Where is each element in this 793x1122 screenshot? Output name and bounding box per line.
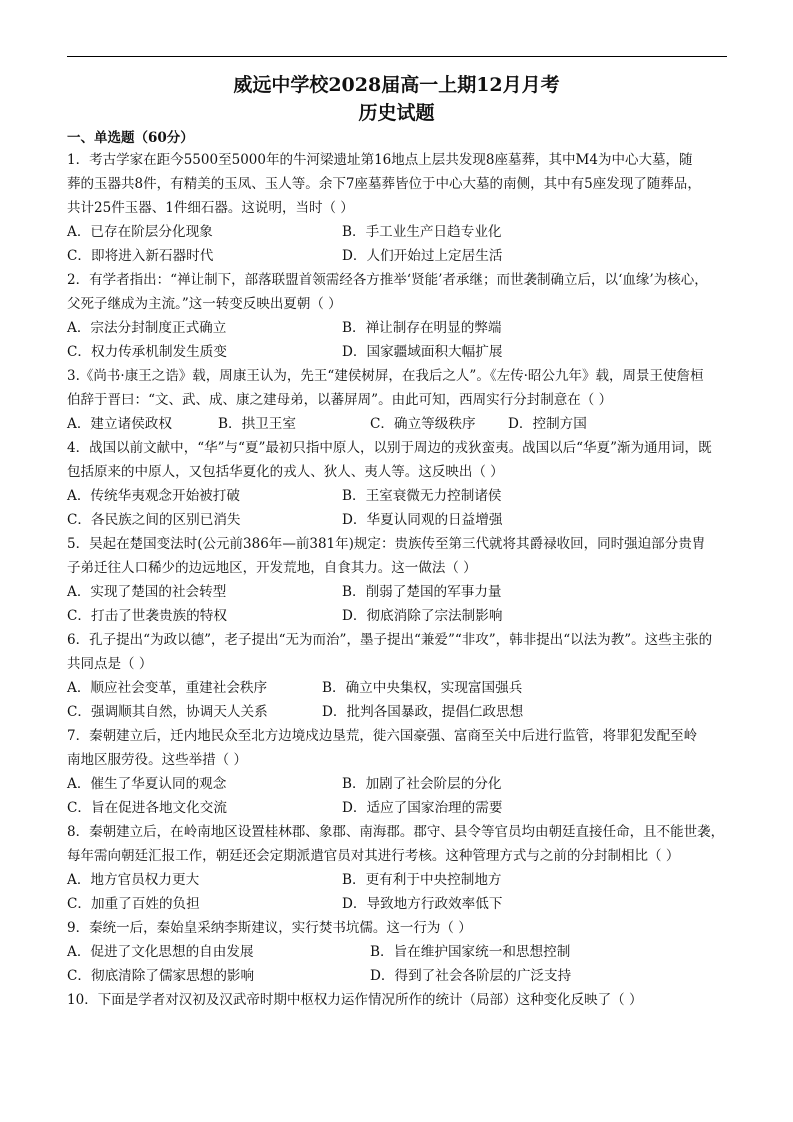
- question-3-option-b[interactable]: B．拱卫王室: [218, 416, 296, 432]
- question-4-option-b[interactable]: B．王室衰微无力控制诸侯: [342, 488, 502, 504]
- question-5-option-c[interactable]: C．打击了世袭贵族的特权: [67, 608, 227, 624]
- question-6-option-a[interactable]: A．顺应社会变革，重建社会秩序: [67, 680, 268, 696]
- question-9-option-c[interactable]: C．彻底清除了儒家思想的影响: [67, 968, 255, 984]
- question-9-option-a[interactable]: A．促进了文化思想的自由发展: [67, 944, 254, 960]
- question-4-line-2: 包括原来的中原人，又包括华夏化的戎人、狄人、夷人等。这反映出（ ）: [67, 464, 504, 480]
- exam-title: 威远中学校2028届高一上期12月月考: [233, 74, 560, 96]
- question-2-option-b[interactable]: B．禅让制存在明显的弊端: [342, 320, 502, 336]
- question-9-option-d[interactable]: D．得到了社会各阶层的广泛支持: [370, 968, 572, 984]
- question-7-line-1: 7．秦朝建立后，迁内地民众至北方边境戍边垦荒，徙六国豪强、富商至关中后进行监管，将罪犯发配至岭: [67, 728, 698, 744]
- question-6-line-2: 共同点是（ ）: [67, 656, 153, 672]
- question-4-line-1: 4．战国以前文献中，“华”与“夏”最初只指中原人，以别于周边的戎狄蛮夷。战国以后“华夏”渐为通用词，既: [67, 440, 712, 456]
- question-3-option-c[interactable]: C．确立等级秩序: [370, 416, 476, 432]
- question-1-option-a[interactable]: A．已存在阶层分化现象: [67, 224, 213, 240]
- question-5-option-b[interactable]: B．削弱了楚国的军事力量: [342, 584, 502, 600]
- question-7-option-c[interactable]: C．旨在促进各地文化交流: [67, 800, 227, 816]
- question-1-option-d[interactable]: D．人们开始过上定居生活: [342, 248, 503, 264]
- question-2-line-2: 父死子继成为主流。”这一转变反映出夏朝（ ）: [67, 296, 342, 312]
- question-2-line-1: 2．有学者指出：“禅让制下，部落联盟首领需经各方推举‘贤能’者承继；而世袭制确立后，以‘血缘’为核心，: [67, 272, 708, 288]
- question-6-option-b[interactable]: B．确立中央集权，实现富国强兵: [322, 680, 523, 696]
- question-9-line-1: 9．秦统一后，秦始皇采纳李斯建议，实行焚书坑儒。这一行为（ ）: [67, 920, 472, 936]
- question-6-line-1: 6．孔子提出“为政以德”，老子提出“无为而治”，墨子提出“兼爱”“非攻”，韩非提出“以法为教”。这些主张的: [67, 632, 713, 648]
- question-7-option-d[interactable]: D．适应了国家治理的需要: [342, 800, 503, 816]
- question-8-option-c[interactable]: C．加重了百姓的负担: [67, 896, 200, 912]
- question-9-option-b[interactable]: B．旨在维护国家统一和思想控制: [370, 944, 571, 960]
- question-5-line-2: 子弟迁往人口稀少的边远地区，开发荒地，自食其力。这一做法（ ）: [67, 560, 477, 576]
- question-6-option-d[interactable]: D．批判各国暴政，提倡仁政思想: [322, 704, 524, 720]
- header-rule: [67, 56, 727, 57]
- question-5-option-a[interactable]: A．实现了楚国的社会转型: [67, 584, 227, 600]
- question-3-option-d[interactable]: D．控制方国: [508, 416, 587, 432]
- exam-subject: 历史试题: [358, 102, 435, 124]
- question-1-line-1: 1．考古学家在距今5500至5000年的牛河梁遗址第16地点上层共发现8座墓葬，其中M4为中心大墓，随: [67, 152, 693, 168]
- question-3-line-1: 3.《尚书·康王之诰》载，周康王认为，先王“建侯树屏，在我后之人”。《左传·昭公九年》载，周景王使詹桓: [67, 368, 704, 384]
- question-6-option-c[interactable]: C．强调顺其自然，协调天人关系: [67, 704, 268, 720]
- question-3-line-2: 伯辞于晋曰：“文、武、成、康之建母弟，以蕃屏周”。由此可知，西周实行分封制意在（ ）: [67, 392, 613, 408]
- question-8-option-a[interactable]: A．地方官员权力更大: [67, 872, 200, 888]
- question-10-line-1: 10．下面是学者对汉初及汉武帝时期中枢权力运作情况所作的统计（局部）这种变化反映了（ ）: [67, 992, 643, 1008]
- question-8-line-2: 每年需向朝廷汇报工作，朝廷还会定期派遣官员对其进行考核。这种管理方式与之前的分封制相比（ ）: [67, 848, 680, 864]
- question-1-line-2: 葬的玉器共8件，有精美的玉凤、玉人等。余下7座墓葬皆位于中心大墓的南侧，其中有5座发现了随葬品，: [67, 176, 701, 192]
- question-2-option-d[interactable]: D．国家疆域面积大幅扩展: [342, 344, 503, 360]
- section-heading: 一、单选题（60分）: [67, 130, 194, 146]
- question-4-option-a[interactable]: A．传统华夷观念开始被打破: [67, 488, 240, 504]
- question-2-option-a[interactable]: A．宗法分封制度正式确立: [67, 320, 227, 336]
- question-1-option-b[interactable]: B．手工业生产日趋专业化: [342, 224, 502, 240]
- question-3-option-a[interactable]: A．建立诸侯政权: [67, 416, 172, 432]
- question-4-option-d[interactable]: D．华夏认同观的日益增强: [342, 512, 503, 528]
- question-5-option-d[interactable]: D．彻底消除了宗法制影响: [342, 608, 503, 624]
- question-7-option-b[interactable]: B．加剧了社会阶层的分化: [342, 776, 502, 792]
- question-1-option-c[interactable]: C．即将进入新石器时代: [67, 248, 214, 264]
- question-7-option-a[interactable]: A．催生了华夏认同的观念: [67, 776, 227, 792]
- question-4-option-c[interactable]: C．各民族之间的区别已消失: [67, 512, 241, 528]
- question-5-line-1: 5．吴起在楚国变法时(公元前386年—前381年)规定：贵族传至第三代就将其爵禄收回，同时强迫部分贵胄: [67, 536, 706, 552]
- question-1-line-3: 共计25件玉器、1件细石器。这说明，当时（ ）: [67, 200, 354, 216]
- question-7-line-2: 南地区服劳役。这些举措（ ）: [67, 752, 247, 768]
- question-8-option-b[interactable]: B．更有利于中央控制地方: [342, 872, 502, 888]
- question-8-line-1: 8．秦朝建立后，在岭南地区设置桂林郡、象郡、南海郡。郡守、县令等官员均由朝廷直接任命，且不能世袭，: [67, 824, 725, 840]
- question-2-option-c[interactable]: C．权力传承机制发生质变: [67, 344, 227, 360]
- question-8-option-d[interactable]: D．导致地方行政效率低下: [342, 896, 503, 912]
